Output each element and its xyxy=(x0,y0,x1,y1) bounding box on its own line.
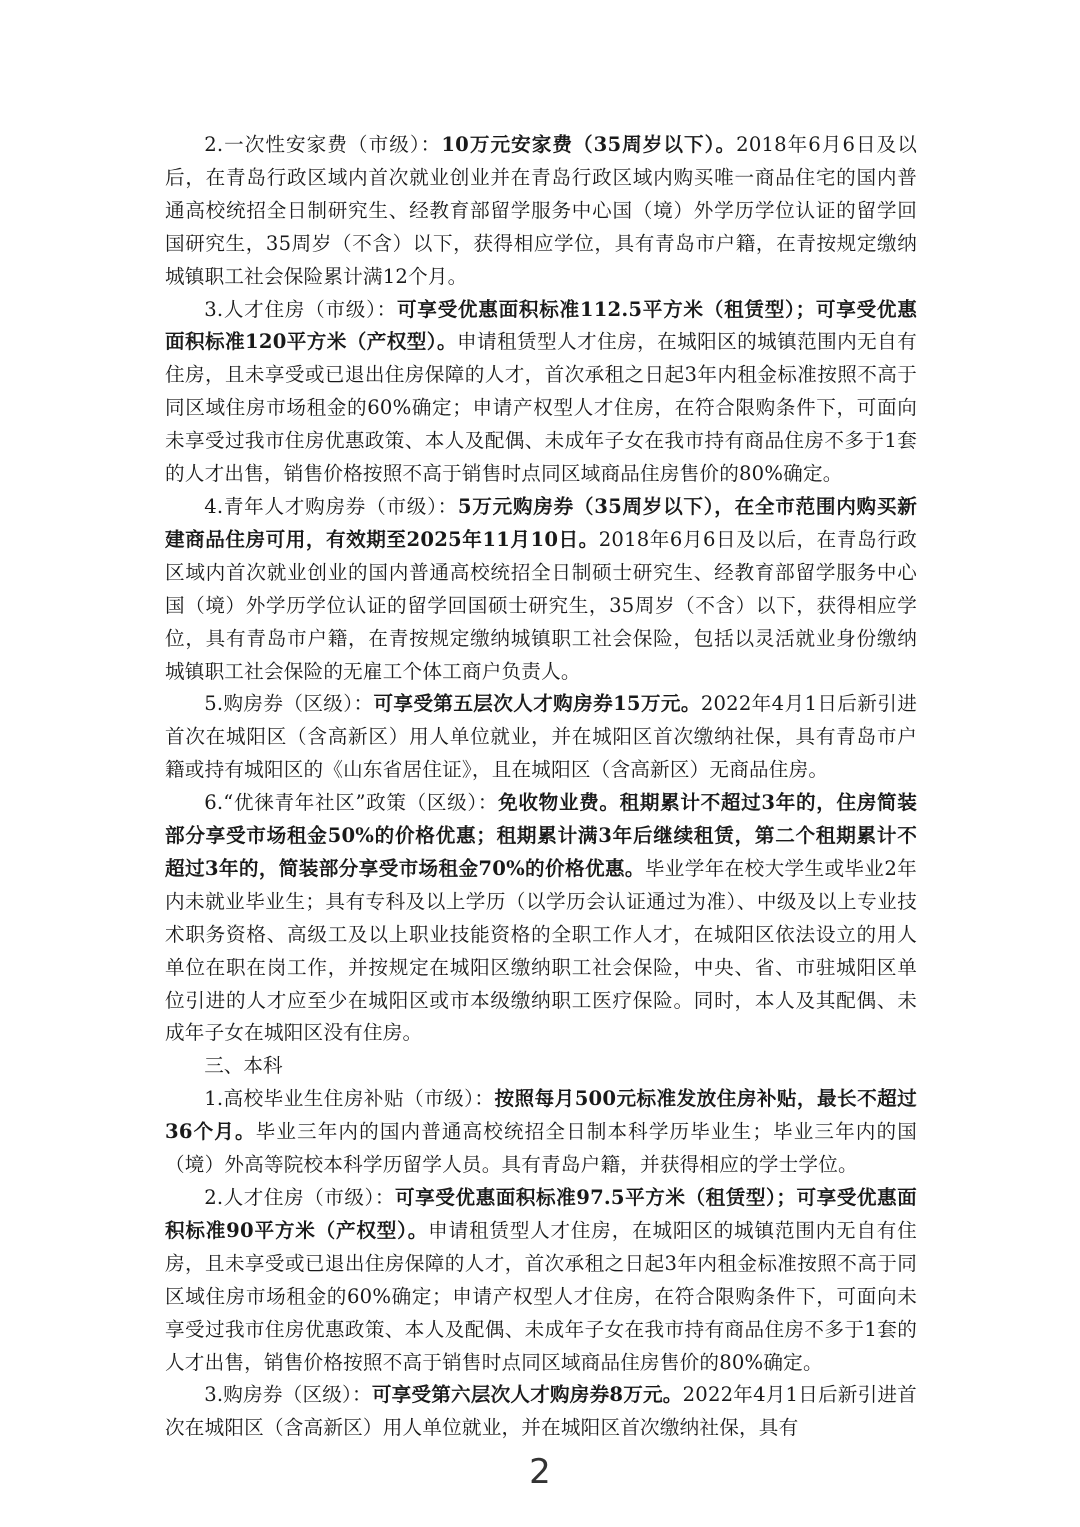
paragraph-highlight: 可享受第五层次人才购房券15万元。 xyxy=(373,692,701,716)
paragraph-highlight: 10万元安家费（35周岁以下）。 xyxy=(441,133,737,156)
paragraph-label: 4.青年人才购房券（市级）： xyxy=(204,494,458,518)
paragraph-label: 3.人才住房（市级）： xyxy=(204,297,397,321)
paragraph-text: 2022年4月1日后新引进首次在城阳区（含高新区）用人单位就业，并在城阳区首次缴纳社保，具有青岛市户籍或持有城阳区的《山东省居住证》，且在城阳区（含高新区）无商品住房。 xyxy=(165,692,917,782)
paragraph-text: 毕业学年在校大学生或毕业2年内未就业毕业生；具有专科及以上学历（以学历会认证通过为准）、中级及以上专业技术职务资格、高级工及以上职业技能资格的全职工作人才，在城阳区依法设立的用人单位在职在岗工作，并按规定在城阳区缴纳职工社会保险，中央、省、市驻城阳区单位引进的人才应至少在城阳区或市本级缴纳职工医疗保险。同时，本人及其配偶、未成年子女在城阳区没有住房。 xyxy=(165,856,917,1045)
paragraph-highlight: 5万元购房券（35周岁以下），在全市范围内购买新建商品住房可用，有效期至2025年11月10日。 xyxy=(165,494,917,551)
paragraph-graduate-housing-subsidy xyxy=(165,1083,917,1182)
section-heading-bachelor: 三、本科 xyxy=(204,1054,283,1078)
paragraph-bachelor-talent-housing xyxy=(165,1182,917,1379)
document-body xyxy=(165,129,917,1445)
paragraph-text: 2018年6月6日及以后，在青岛行政区域内首次就业创业并在青岛行政区域内购买唯一商品住宅的国内普通高校统招全日制研究生、经教育部留学服务中心国（境）外学历学位认证的留学回国研究生，35周岁（不含）以下，获得相应学位，具有青岛市户籍，在青按规定缴纳城镇职工社会保险累计满12个月。 xyxy=(165,133,918,288)
paragraph-highlight: 免收物业费。租期累计不超过3年的，住房简装部分享受市场租金50%的价格优惠；租期累计满3年后继续租赁，第二个租期累计不超过3年的，简装部分享受市场租金70%的价格优惠。 xyxy=(165,791,918,880)
paragraph-text: 2022年4月1日后新引进首次在城阳区（含高新区）用人单位就业，并在城阳区首次缴纳社保，具有 xyxy=(165,1383,917,1440)
paragraph-bachelor-district-voucher xyxy=(165,1379,917,1445)
paragraph-youth-housing-voucher xyxy=(165,491,917,688)
paragraph-text: 申请租赁型人才住房，在城阳区的城镇范围内无自有住房，且未享受或已退出住房保障的人才，首次承租之日起3年内租金标准按照不高于同区域住房市场租金的60%确定；申请产权型人才住房，在符合限购条件下，可面向未享受过我市住房优惠政策、本人及配偶、未成年子女在我市持有商品住房不多于1套的人才出售，销售价格按照不高于销售时点同区域商品住房售价的80%确定。 xyxy=(165,330,917,486)
page-number: 2 xyxy=(529,1452,551,1492)
paragraph-highlight: 按照每月500元标准发放住房补贴，最长不超过36个月。 xyxy=(165,1087,917,1144)
paragraph-text: 毕业三年内的国内普通高校统招全日制本科学历毕业生；毕业三年内的国（境）外高等院校本科学历留学人员。具有青岛户籍，并获得相应的学士学位。 xyxy=(165,1120,917,1177)
paragraph-label: 2.人才住房（市级）： xyxy=(204,1186,396,1209)
paragraph-label: 6.“优徕青年社区”政策（区级）： xyxy=(204,791,499,815)
paragraph-label: 3.购房券（区级）： xyxy=(204,1383,372,1407)
paragraph-label: 2.一次性安家费（市级）： xyxy=(204,133,442,156)
paragraph-label: 5.购房券（区级）： xyxy=(204,692,374,716)
paragraph-highlight: 可享受第六层次人才购房券8万元。 xyxy=(371,1383,683,1407)
paragraph-highlight: 可享受优惠面积标准112.5平方米（租赁型）；可享受优惠面积标准120平方米（产权型）。 xyxy=(165,297,917,354)
paragraph-text: 2018年6月6日及以后，在青岛行政区域内首次就业创业的国内普通高校统招全日制硕士研究生、经教育部留学服务中心国（境）外学历学位认证的留学回国硕士研究生，35周岁（不含）以下，获得相应学位，具有青岛市户籍，在青按规定缴纳城镇职工社会保险，包括以灵活就业身份缴纳城镇职工社会保险的无雇工个体工商户负责人。 xyxy=(165,527,917,683)
paragraph-talent-housing xyxy=(165,294,917,491)
paragraph-settlement-fee xyxy=(165,129,917,294)
paragraph-youth-community xyxy=(165,787,917,1050)
paragraph-text: 申请租赁型人才住房，在城阳区的城镇范围内无自有住房，且未享受或已退出住房保障的人才，首次承租之日起3年内租金标准按照不高于同区域住房市场租金的60%确定；申请产权型人才住房，在符合限购条件下，可面向未享受过我市住房优惠政策、本人及配偶、未成年子女在我市持有商品住房不多于1套的人才出售，销售价格按照不高于销售时点同区域商品住房售价的80%确定。 xyxy=(165,1218,917,1374)
paragraph-label: 1.高校毕业生住房补贴（市级）： xyxy=(204,1087,495,1111)
paragraph-district-voucher xyxy=(165,688,917,787)
paragraph-highlight: 可享受优惠面积标准97.5平方米（租赁型）；可享受优惠面积标准90平方米（产权型）。 xyxy=(165,1186,917,1242)
